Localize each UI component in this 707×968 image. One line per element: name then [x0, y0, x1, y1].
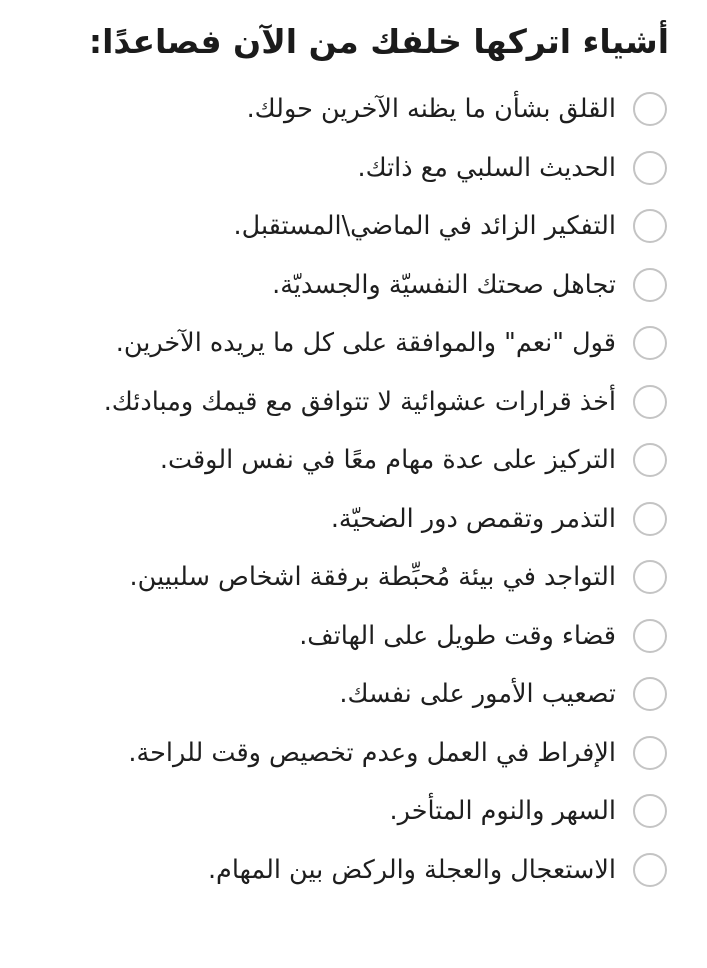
checklist-item[interactable] [104, 841, 667, 900]
radio-button[interactable] [633, 853, 667, 887]
checklist-item[interactable] [104, 197, 667, 256]
radio-button[interactable] [633, 443, 667, 477]
radio-button[interactable] [633, 151, 667, 185]
page-title: أشياء اتركها خلفك من الآن فصاعدًا: [88, 22, 669, 61]
item-label: التركيز على عدة مهام معًا في نفس الوقت. [159, 445, 616, 476]
checklist-item[interactable] [104, 314, 667, 373]
item-label: الحديث السلبي مع ذاتك. [357, 152, 616, 183]
radio-button[interactable] [633, 209, 667, 243]
radio-button[interactable] [633, 794, 667, 828]
checklist-item[interactable] [104, 665, 667, 724]
checklist-item[interactable] [104, 431, 667, 490]
checklist-item[interactable] [104, 80, 667, 139]
item-label: قول "نعم" والموافقة على كل ما يريده الآخرين. [115, 328, 616, 359]
item-label: التذمر وتقمص دور الضحيّة. [330, 503, 616, 534]
item-label: السهر والنوم المتأخر. [389, 796, 616, 827]
radio-button[interactable] [633, 560, 667, 594]
radio-button[interactable] [633, 92, 667, 126]
radio-button[interactable] [633, 385, 667, 419]
checklist-item[interactable] [104, 607, 667, 666]
radio-button[interactable] [633, 619, 667, 653]
checklist-item[interactable] [104, 139, 667, 198]
radio-button[interactable] [633, 736, 667, 770]
item-label: القلق بشأن ما يظنه الآخرين حولك. [246, 94, 616, 125]
item-label: الإفراط في العمل وعدم تخصيص وقت للراحة. [128, 737, 616, 768]
item-label: تجاهل صحتك النفسيّة والجسديّة. [272, 269, 616, 300]
item-label: تصعيب الأمور على نفسك. [339, 679, 616, 710]
checklist-item[interactable] [104, 256, 667, 315]
item-label: التواجد في بيئة مُحبِّطة برفقة اشخاص سلبيين. [129, 562, 616, 593]
checklist-item[interactable] [104, 373, 667, 432]
checklist [104, 80, 667, 899]
item-label: التفكير الزائد في الماضي\المستقبل. [233, 211, 616, 242]
radio-button[interactable] [633, 326, 667, 360]
radio-button[interactable] [633, 268, 667, 302]
checklist-item[interactable] [104, 490, 667, 549]
checklist-item[interactable] [104, 724, 667, 783]
checklist-item[interactable] [104, 548, 667, 607]
item-label: الاستعجال والعجلة والركض بين المهام. [207, 854, 616, 885]
radio-button[interactable] [633, 677, 667, 711]
item-label: قضاء وقت طويل على الهاتف. [299, 620, 616, 651]
item-label: أخذ قرارات عشوائية لا تتوافق مع قيمك ومبادئك. [103, 386, 616, 417]
radio-button[interactable] [633, 502, 667, 536]
checklist-item[interactable] [104, 782, 667, 841]
